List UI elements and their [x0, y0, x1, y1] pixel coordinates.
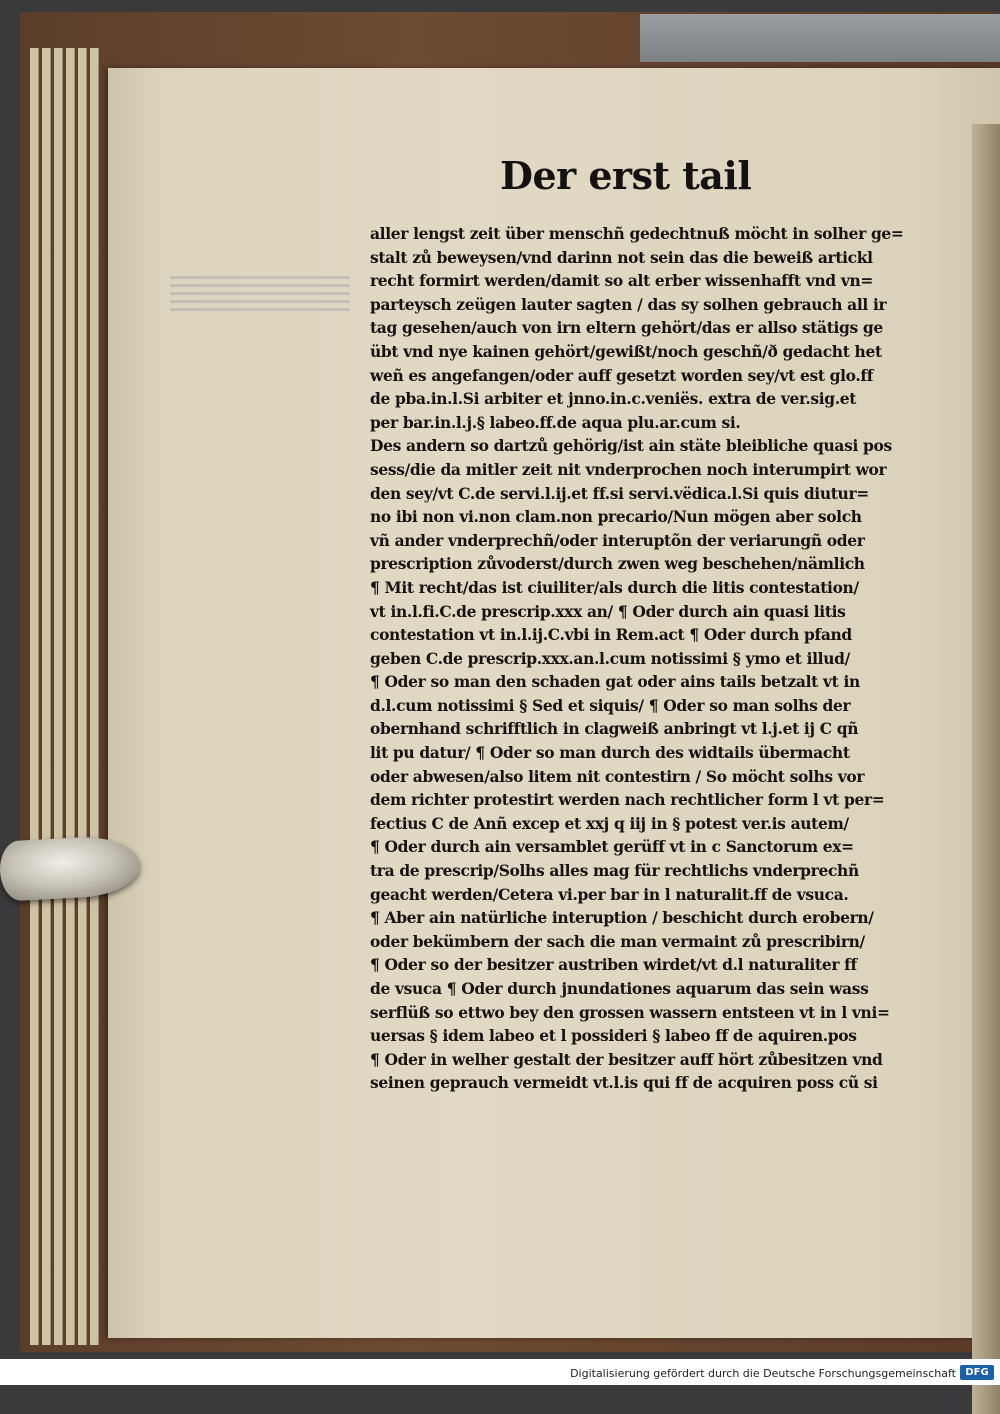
text-line: serflüß so ettwo bey den grossen wassern entsteen vt in l vni=: [370, 1002, 890, 1022]
text-line: geben C.de prescrip.xxx.an.l.cum notissimi § ymo et illud/: [370, 648, 850, 668]
page-edge: [30, 48, 39, 1345]
text-line: ¶ Oder in welher gestalt der besitzer auff hört zůbesitzen vnd: [370, 1049, 883, 1069]
text-line: uersas § idem labeo et l possideri § labeo ff de aquiren.pos: [370, 1026, 857, 1046]
text-line: d.l.cum notissimi § Sed et siquis/ ¶ Oder so man solhs der: [370, 695, 851, 715]
text-line: ¶ Oder so man den schaden gat oder ains tails betzalt vt in: [370, 672, 860, 692]
book-spine-strip: [640, 14, 1000, 62]
page-edge: [90, 48, 99, 1345]
text-line: recht formirt werden/damit so alt erber wissenhafft vnd vn=: [370, 271, 874, 291]
running-head: Der erst tail: [500, 153, 752, 198]
text-line: contestation vt in.l.ij.C.vbi in Rem.act ¶ Oder durch pfand: [370, 625, 852, 645]
margin-bleed-through: [170, 276, 350, 316]
text-line: vñ ander vnderprechñ/oder interuptõn der veriarungñ oder: [370, 530, 865, 550]
page-edge: [42, 48, 51, 1345]
text-line: ¶ Oder so der besitzer austriben wirdet/vt d.l naturaliter ff: [370, 955, 857, 975]
text-line: vt in.l.fi.C.de prescrip.xxx an/ ¶ Oder durch ain quasi litis: [370, 601, 846, 621]
text-line: parteysch zeügen lauter sagten / das sy solhen gebrauch all ir: [370, 294, 887, 314]
text-line: tra de prescrip/Solhs alles mag für rechtlichs vnderprechñ: [370, 861, 859, 881]
text-line: ¶ Oder durch ain versamblet gerüff vt in c Sanctorum ex=: [370, 837, 854, 857]
text-line: den sey/vt C.de servi.l.ij.et ff.si servi.vëdica.l.Si quis diutur=: [370, 483, 869, 503]
text-line: prescription zůvoderst/durch zwen weg beschehen/nämlich: [370, 554, 865, 574]
page-edge: [66, 48, 75, 1345]
page-edge: [54, 48, 63, 1345]
body-text: [370, 222, 910, 1095]
text-line: geacht werden/Cetera vi.per bar in l naturalit.ff de vsuca.: [370, 884, 849, 904]
text-line: dem richter protestirt werden nach rechtlicher form l vt per=: [370, 790, 885, 810]
text-line: oder bekümbern der sach die man vermaint zů prescribirn/: [370, 931, 865, 951]
footer-credit: Digitalisierung gefördert durch die Deutsche Forschungsgemeinschaft: [570, 1367, 956, 1380]
text-line: tag gesehen/auch von irn eltern gehört/das er allso stätigs ge: [370, 318, 883, 338]
text-line: Des andern so dartzů gehörig/ist ain stäte bleibliche quasi pos: [370, 436, 892, 456]
page-fold-shadow: [972, 124, 1000, 1414]
text-line: sess/die da mitler zeit nit vnderprochen noch interumpirt wor: [370, 459, 887, 479]
text-line: obernhand schrifftlich in clagweiß anbringt vt l.j.et ij C qñ: [370, 719, 859, 739]
text-line: de pba.in.l.Si arbiter et jnno.in.c.veniës. extra de ver.sig.et: [370, 389, 857, 409]
digitization-footer: [0, 1359, 1000, 1385]
text-line: per bar.in.l.j.§ labeo.ff.de aqua plu.ar.cum si.: [370, 412, 741, 432]
text-line: no ibi non vi.non clam.non precario/Nun mögen aber solch: [370, 507, 862, 527]
text-line: aller lengst zeit über menschñ gedechtnuß möcht in solher ge=: [370, 224, 904, 243]
text-line: seinen geprauch vermeidt vt.l.is qui ff de acquiren poss cũ si: [370, 1073, 878, 1093]
text-line: fectius C de Anñ excep et xxj q iij in § potest ver.is autem/: [370, 813, 849, 833]
page-edge: [78, 48, 87, 1345]
dfg-logo: DFG: [960, 1365, 994, 1380]
text-line: ¶ Mit recht/das ist ciuiliter/als durch die litis contestation/: [370, 577, 859, 597]
text-line: de vsuca ¶ Oder durch jnundationes aquarum das sein wass: [370, 979, 869, 998]
text-line: stalt zů beweysen/vnd darinn not sein das die beweiß artickl: [370, 247, 873, 267]
text-line: ¶ Aber ain natürliche interuption / beschicht durch erobern/: [370, 908, 874, 928]
text-line: weñ es angefangen/oder auff gesetzt worden sey/vt est glo.ff: [370, 365, 874, 385]
text-line: oder abwesen/also litem nit contestirn / So möcht solhs vor: [370, 766, 865, 786]
text-line: lit pu datur/ ¶ Oder so man durch des widtails übermacht: [370, 743, 850, 763]
text-line: übt vnd nye kainen gehört/gewißt/noch geschñ/ð gedacht het: [370, 341, 882, 361]
